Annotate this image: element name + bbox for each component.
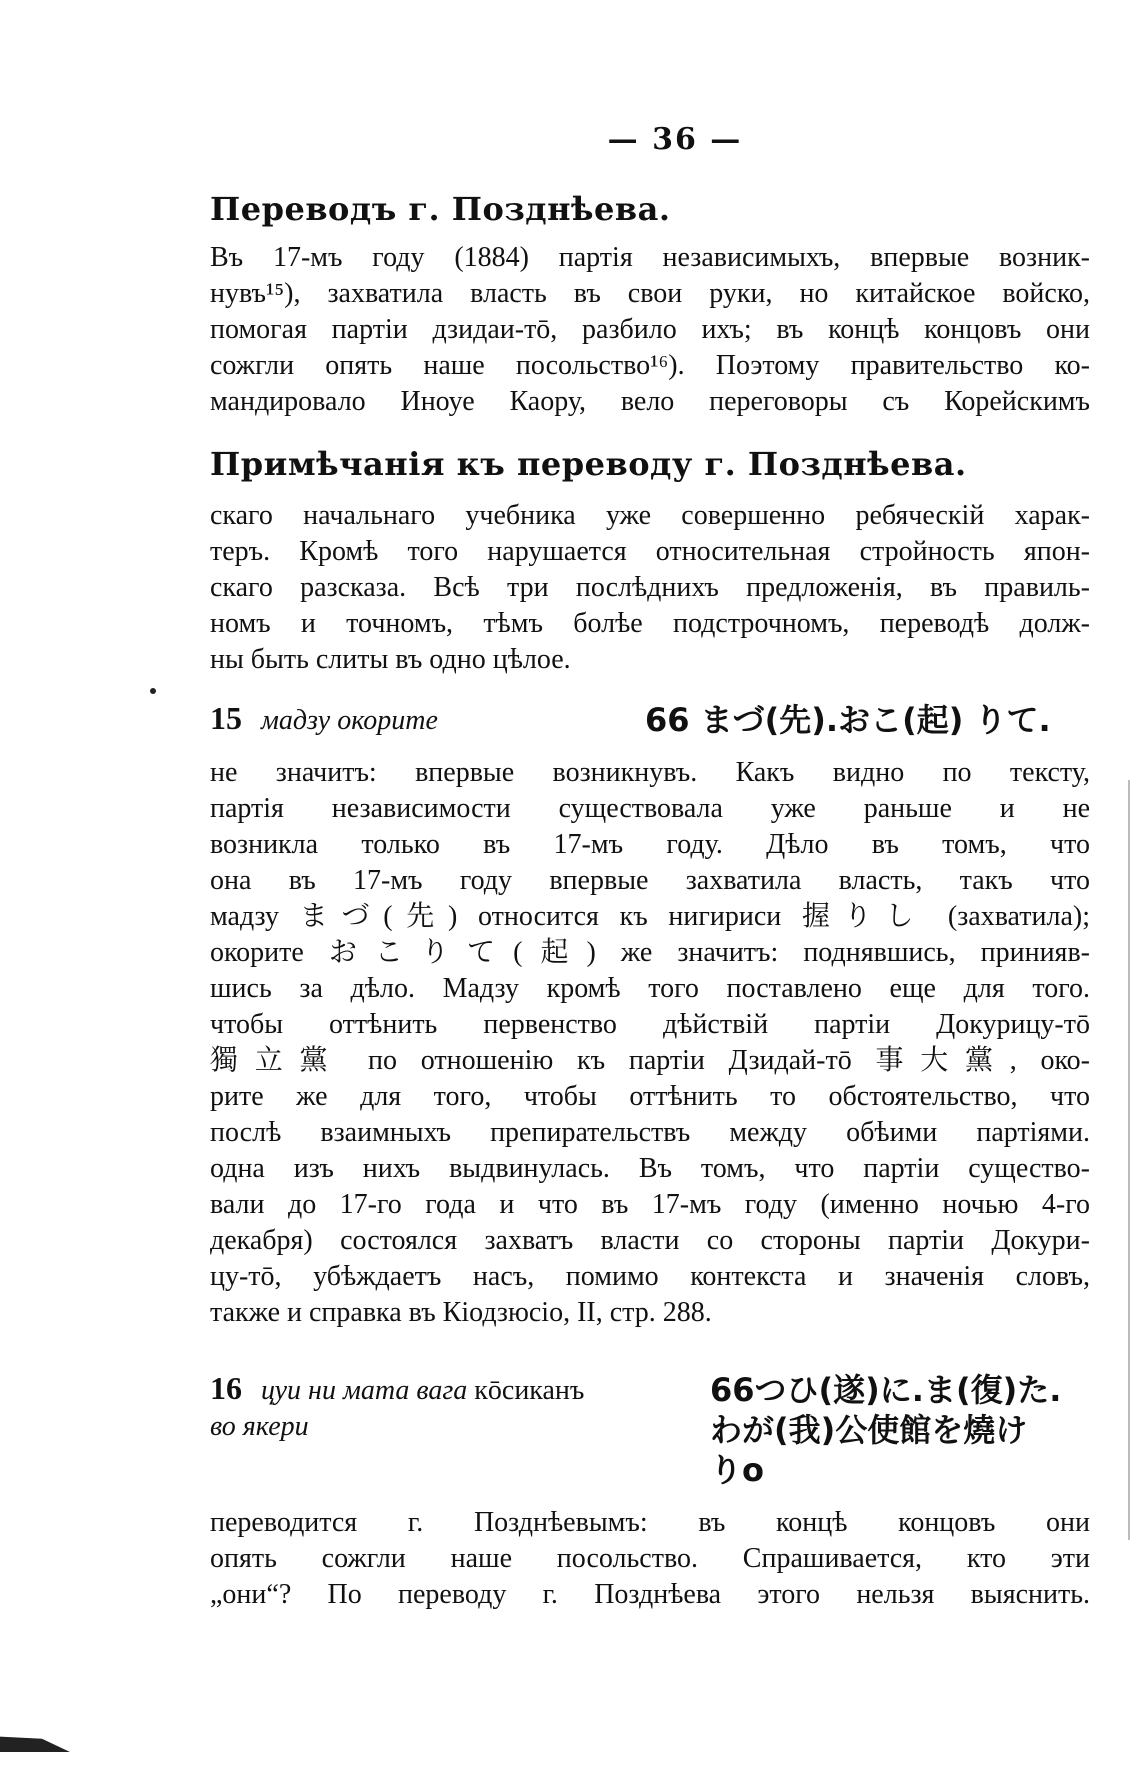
heading-translation: Переводъ г. Позднѣева. (210, 190, 671, 228)
text-line: одна изъ нихъ выдвинулась. Въ томъ, что партіи существо- (210, 1153, 1090, 1184)
text-line: помогая партіи дзидаи-тō, разбило ихъ; въ концѣ концовъ они (210, 314, 1090, 345)
text-line: чтобы оттѣнить первенство дѣйствій партіи Докурицу-тō (210, 1009, 1090, 1040)
note-15-japanese: 66 まづ(先).おこ(起) りて. (645, 701, 1051, 739)
note-number: 15 (210, 700, 242, 736)
text-line: рите же для того, чтобы оттѣнить то обстоятельство, что (210, 1081, 1090, 1112)
heading-notes: Примѣчанія къ переводу г. Позднѣева. (210, 445, 967, 483)
text-line: она въ 17-мъ году впервые захватила власть, такъ что (210, 865, 1090, 896)
text-line: декабря) состоялся захватъ власти со стороны партіи Докури- (210, 1225, 1090, 1256)
text-line: 獨立黨 по отношенію къ партіи Дзидай-тō 事大黨, око- (210, 1045, 1090, 1076)
text-line: теръ. Кромѣ того нарушается относительная стройность япон- (210, 536, 1090, 567)
note-16-japanese (710, 1370, 1090, 1490)
text-line: опять сожгли наше посольство. Спрашивается, кто эти (210, 1543, 1090, 1574)
text-line: окорите おこりて(起) же значитъ: поднявшись, принияв- (210, 937, 1090, 968)
text-line: вали до 17-го года и что въ 17-мъ году (именно ночью 4-го (210, 1189, 1090, 1220)
notes-intro-paragraph (210, 498, 1090, 678)
text-line: возникла только въ 17-мъ году. Дѣло въ томъ, что (210, 829, 1090, 860)
text-line: ны быть слиты въ одно цѣлое. (210, 644, 571, 675)
note-number: 16 (210, 1370, 242, 1406)
note-16-paragraph (210, 1505, 1090, 1613)
text-line: Въ 17-мъ году (1884) партія независимыхъ, впервые возник- (210, 242, 1090, 273)
text-line: не значитъ: впервые возникнувъ. Какъ видно по тексту, (210, 757, 1090, 788)
note-15-paragraph (210, 755, 1090, 1331)
text-line: также и справка въ Кіодзюсіо, II, стр. 288. (210, 1297, 712, 1328)
japanese-line: わが(我)公使館を燒け (710, 1411, 1028, 1449)
page-number: — 36 — (607, 122, 743, 157)
note-15-header (210, 700, 438, 739)
note-term-rest: кōсиканъ (474, 1375, 585, 1406)
japanese-line: りο (710, 1451, 764, 1489)
note-16-header (210, 1370, 670, 1445)
text-line: сожгли опять наше посольство¹⁶). Поэтому правительство ко- (210, 350, 1090, 381)
text-line: переводится г. Позднѣевымъ: въ концѣ концовъ они (210, 1507, 1090, 1538)
text-line: номъ и точномъ, тѣмъ болѣе подстрочномъ, переводѣ долж- (210, 608, 1090, 639)
translation-paragraph (210, 240, 1090, 420)
scan-shadow-mark (0, 1730, 70, 1752)
text-line: послѣ взаимныхъ препирательствъ между обѣими партіями. (210, 1117, 1090, 1148)
text-line: „они“? По переводу г. Позднѣева этого нельзя выяснить. (210, 1579, 1090, 1610)
note-term: цуи ни мата вага (261, 1375, 468, 1406)
japanese-line: 66つひ(遂)に.ま(復)た. (710, 1371, 1062, 1409)
text-line: нувъ¹⁵), захватила власть въ свои руки, но китайское войско, (210, 278, 1090, 309)
note-term: мадзу окорите (261, 705, 438, 736)
note-term-line2: во якери (210, 1411, 309, 1442)
scan-edge-line (1128, 780, 1130, 1540)
text-line: скаго начальнаго учебника уже совершенно ребяческій харак- (210, 500, 1090, 531)
text-line: цу-тō, убѣждаетъ насъ, помимо контекста и значенія словъ, (210, 1261, 1090, 1292)
stray-dot (150, 688, 156, 694)
text-line: партія независимости существовала уже раньше и не (210, 793, 1090, 824)
text-line: скаго разсказа. Всѣ три послѣднихъ предложенія, въ правиль- (210, 572, 1090, 603)
text-line: мандировало Иноуе Каору, вело переговоры съ Корейскимъ (210, 386, 1090, 417)
text-line: мадзу まづ(先) относится къ нигириси 握りし (захватила); (210, 901, 1090, 932)
text-line: шись за дѣло. Мадзу кромѣ того поставлено еще для того. (210, 973, 1090, 1004)
